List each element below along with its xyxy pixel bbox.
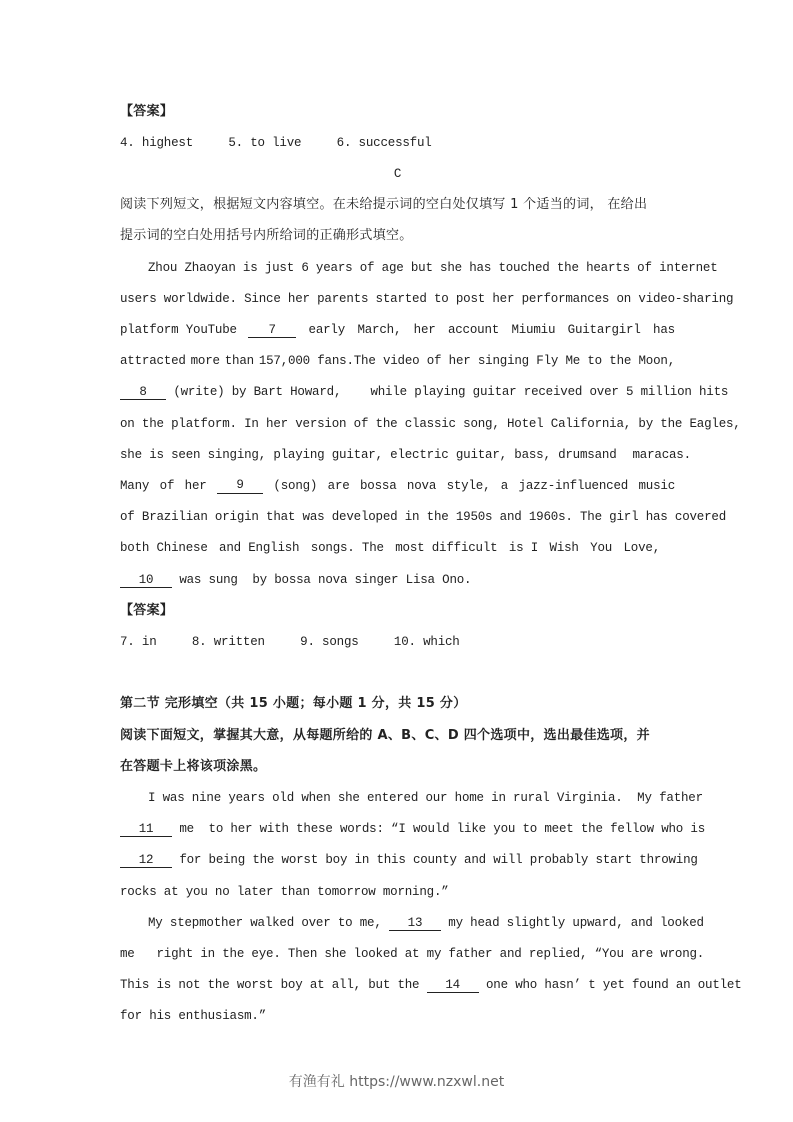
instruction-line: 在答题卡上将该项涂黑。 (120, 759, 267, 774)
passage-line: she is seen singing, playing guitar, electric guitar, bass, drums and maracas. (120, 448, 691, 462)
instruction-line: 阅读下面短文，掌握其大意，从每题所给的 A、B、C、D 四个选项中，选出最佳选项，并 (120, 728, 650, 743)
passage-line: attracted more than 157,000 fans.The video of her singing Fly Me to the Moon, (120, 354, 675, 368)
passage-line: both Chinese and English songs. The most difficult is I Wish You Love, (120, 541, 660, 555)
blank-13[interactable]: 13 (389, 916, 441, 931)
answer-row (120, 634, 675, 650)
passage-line: My stepmother walked over to me, 13 my head slightly upward, and looked (148, 916, 704, 930)
blank-7[interactable]: 7 (248, 323, 296, 338)
blank-9[interactable]: 9 (217, 478, 263, 494)
answer-item: 5. to live (228, 136, 302, 150)
passage-line: This is not the worst boy at all, but the 14 one who hasn’ t yet found an outlet (120, 978, 742, 992)
passage-line: 8 (write) by Bart Howard, while playing guitar received over 5 million hits (120, 384, 675, 400)
answer-item: 7. in (120, 635, 157, 649)
passage-line: 11 me to her with these words: “I would like you to meet the fellow who is (120, 821, 675, 837)
blank-8[interactable]: 8 (120, 385, 166, 400)
section-letter: C (393, 167, 402, 181)
blank-11[interactable]: 11 (120, 822, 172, 837)
instruction-line: 提示词的空白处用括号内所给词的正确形式填空。 (120, 228, 413, 243)
blank-10[interactable]: 10 (120, 573, 172, 588)
passage-line: of Brazilian origin that was developed in the 1950s and 1960s. The girl has covered (120, 510, 727, 524)
section-title: 第二节 完形填空（共 15 小题；每小题 1 分，共 15 分） (120, 696, 467, 711)
blank-12[interactable]: 12 (120, 853, 172, 868)
passage-line: Many of her 9 (song) are bossa nova style, a jazz-influenced music (120, 478, 675, 493)
passage-line: me right in the eye. Then she looked at my father and replied, “You are wrong. (120, 947, 705, 961)
answer-item: 10. which (393, 635, 460, 649)
footer-watermark: 有渔有礼 https://www.nzxwl.net (288, 1074, 505, 1090)
answer-heading: 【答案】 (120, 104, 174, 119)
answer-row (120, 135, 675, 151)
answer-item: 8. written (191, 635, 265, 649)
text-fragment: platform YouTube 7 (120, 322, 296, 338)
passage-line: 10 was sung by bossa nova singer Lisa Ono. (120, 572, 675, 588)
passage-line: users worldwide. Since her parents started to post her performances on video-sharing (120, 292, 734, 306)
passage-line: rocks at you no later than tomorrow morning.” (120, 885, 449, 899)
answer-item: 9. songs (300, 635, 359, 649)
passage-line: on the platform. In her version of the classic song, Hotel California, by the Eagles, (120, 417, 741, 431)
passage-line: platform YouTube 7 early March, her account Miumiu Guitargirl has (120, 323, 675, 337)
instruction-line: 阅读下列短文，根据短文内容填空。在未给提示词的空白处仅填写 1 个适当的词， 在给出 (120, 197, 648, 212)
passage-line: Zhou Zhaoyan is just 6 years of age but she has touched the hearts of internet (148, 261, 718, 275)
answer-item: 4. highest (120, 136, 194, 150)
answer-heading: 【答案】 (120, 603, 174, 618)
passage-line: I was nine years old when she entered our home in rural Virginia. My father (148, 791, 703, 805)
passage-line: 12 for being the worst boy in this county and will probably start throwing (120, 852, 675, 868)
answer-item: 6. successful (336, 136, 432, 150)
passage-line: for his enthusiasm.” (120, 1009, 267, 1023)
blank-14[interactable]: 14 (427, 978, 479, 993)
